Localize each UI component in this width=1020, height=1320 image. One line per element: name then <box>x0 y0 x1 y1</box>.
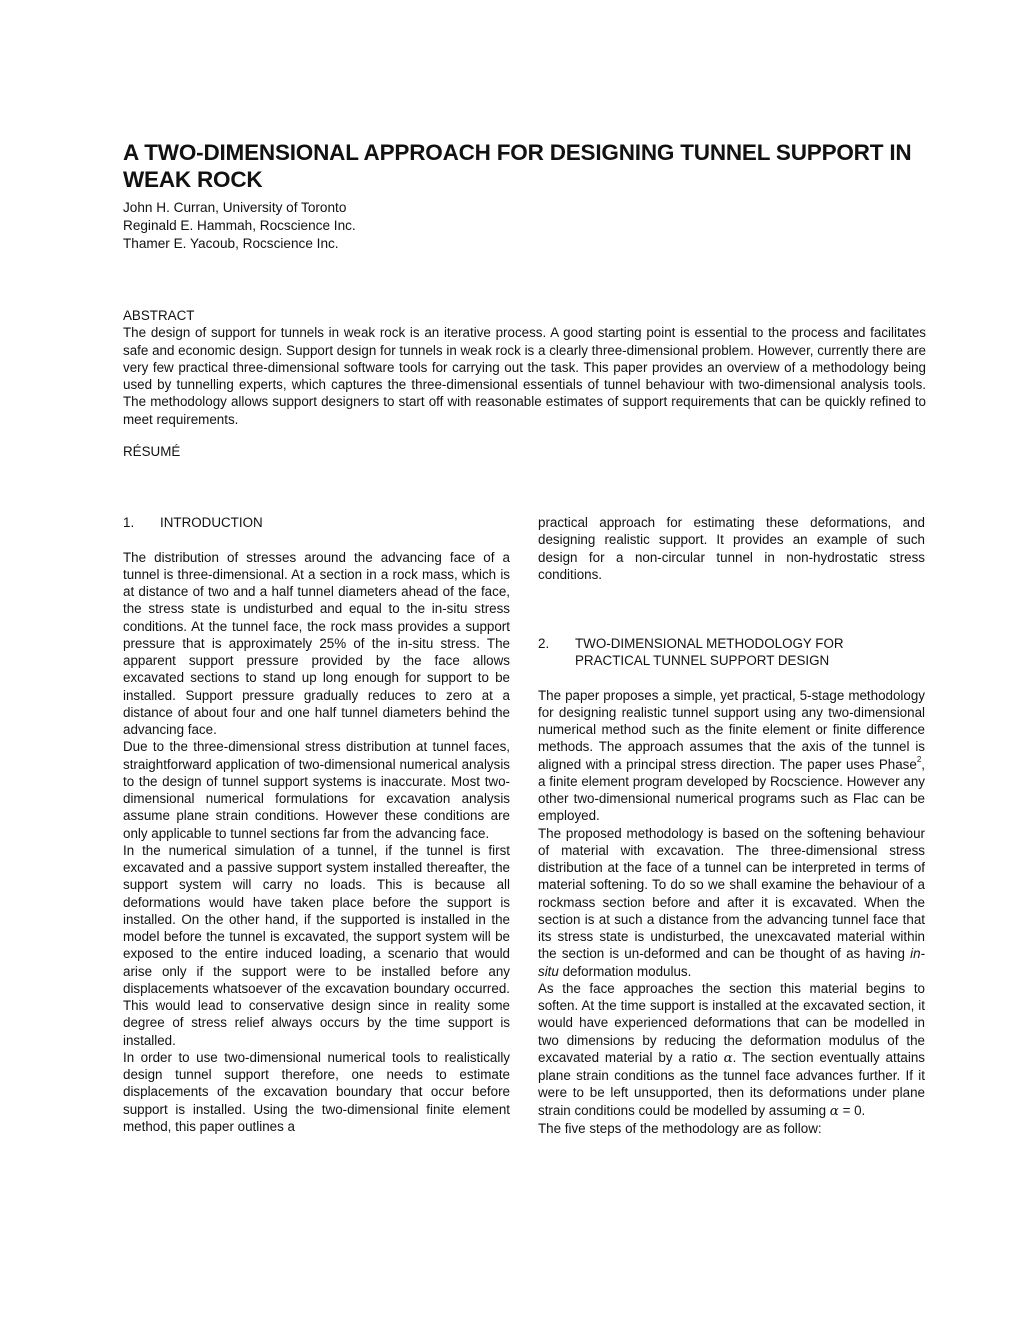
text: , a finite element program developed by Rocscience. However any other two-dimensional numerical programs such as Flac can be employed. <box>538 756 925 824</box>
right-column <box>538 514 925 1137</box>
abstract-text: The design of support for tunnels in weak rock is an iterative process. A good starting point is essential to the process and facilitates safe and economic design. Support design for tunnels in weak rock is a clearly three-dimensional problem. However, currently there are very few practical three-dimensional software tools for carrying out the task. This paper provides an overview of a methodology being used by tunnelling experts, which captures the three-dimensional essentials of tunnel behaviour with two-dimensional analysis tools. The methodology allows support designers to start off with reasonable estimates of support requirements that can be quickly refined to meet requirements. <box>123 325 926 427</box>
author-list <box>123 199 356 253</box>
paragraph <box>538 825 925 980</box>
paragraph: The five steps of the methodology are as follow: <box>538 1120 822 1136</box>
paragraph: The distribution of stresses around the advancing face of a tunnel is three-dimensional. At a section in a rock mass, which is at distance of two and a half tunnel diameters ahead of the face, the stress state is undisturbed and equal to the in-situ stress conditions. At the tunnel face, the rock mass provides a support pressure that is approximately 25% of the in-situ stress. The apparent support pressure provided by the face allows excavated sections to stand up long enough for support to be installed. Support pressure gradually reduces to zero at a distance of about four and one half tunnel diameters behind the advancing face. <box>123 549 510 737</box>
paragraph <box>538 687 925 825</box>
section-title: INTRODUCTION <box>160 515 263 530</box>
paragraph <box>538 980 925 1120</box>
abstract <box>123 307 926 428</box>
section-2-heading <box>538 635 925 670</box>
paragraph: In order to use two-dimensional numerical tools to realistically design tunnel support therefore, one needs to estimate displacements of the excavation boundary that occur before support is installed. Using the two-dimensional finite element method, this paper outlines a <box>123 1049 510 1134</box>
resume-heading: RÉSUMÉ <box>123 444 181 459</box>
left-column <box>123 514 510 1135</box>
superscript: 2 <box>916 754 922 764</box>
section-number: 1. <box>123 515 135 530</box>
paragraph: In the numerical simulation of a tunnel, if the tunnel is first excavated and a passive support system installed thereafter, the support system will carry no loads. This is because all deformations would have taken place before the support is installed. On the other hand, if the supported is installed in the model before the tunnel is excavated, the support system will be exposed to the entire induced loading, a scenario that would arise only if the support were to be installed before any displacements whatsoever of the excavation boundary occurred. This would lead to conservative design since in reality some degree of stress relief always occurs by the time support is installed. <box>123 842 510 1048</box>
author: Reginald E. Hammah, Rocscience Inc. <box>123 218 356 233</box>
text: As the face approaches the section this material begins to soften. At the time support is installed at the excavated section, it would have experienced deformations that can be modelled in two dimensions by reducing the deformation modulus of the excavated material by a ratio <box>538 980 925 1065</box>
text: . The section eventually attains plane strain conditions as the tunnel face advances further. If it were to be left unsupported, then its deformations under plane strain conditions could be modelled by assuming <box>538 1049 925 1118</box>
italic-term: in-situ <box>538 946 925 979</box>
author: John H. Curran, University of Toronto <box>123 200 347 215</box>
paragraph-continuation: practical approach for estimating these deformations, and designing realistic support. It provides an example of such design for a non-circular tunnel in non-hydrostatic stress conditions. <box>538 515 925 582</box>
section-number: 2. <box>538 635 550 651</box>
author: Thamer E. Yacoub, Rocscience Inc. <box>123 236 339 251</box>
text: = 0. <box>838 1102 866 1118</box>
text: The proposed methodology is based on the softening behaviour of material with excavation. The three-dimensional stress distribution at the face of a tunnel can be interpreted in terms of material softening. To do so we shall examine the behaviour of a rockmass section before and after it is excavated. When the section is at such a distance from the advancing tunnel face that its stress state is undisturbed, the unexcavated material within the section is un-deformed and can be thought of as having <box>538 825 925 962</box>
alpha-symbol: α <box>723 1050 733 1066</box>
section-title-line: PRACTICAL TUNNEL SUPPORT DESIGN <box>575 653 830 668</box>
section-title-line: TWO-DIMENSIONAL METHODOLOGY FOR <box>575 635 844 651</box>
section-1-heading <box>123 514 510 531</box>
alpha-symbol: α <box>829 1103 839 1119</box>
paragraph: Due to the three-dimensional stress distribution at tunnel faces, straightforward application of two-dimensional numerical analysis to the design of tunnel support systems is inaccurate. Most two-dimensional numerical formulations for excavation analysis assume plane strain conditions. However these conditions are only applicable to tunnel sections far from the advancing face. <box>123 739 510 841</box>
text: The paper proposes a simple, yet practical, 5-stage methodology for designing realistic tunnel support using any two-dimensional numerical method such as the finite element or finite difference methods. The approach assumes that the axis of the tunnel is aligned with a principal stress direction. The paper uses Phase <box>538 687 925 772</box>
text: deformation modulus. <box>558 963 692 979</box>
abstract-heading: ABSTRACT <box>123 308 195 323</box>
paper-title: A TWO-DIMENSIONAL APPROACH FOR DESIGNING TUNNEL SUPPORT IN WEAK ROCK <box>123 140 912 192</box>
